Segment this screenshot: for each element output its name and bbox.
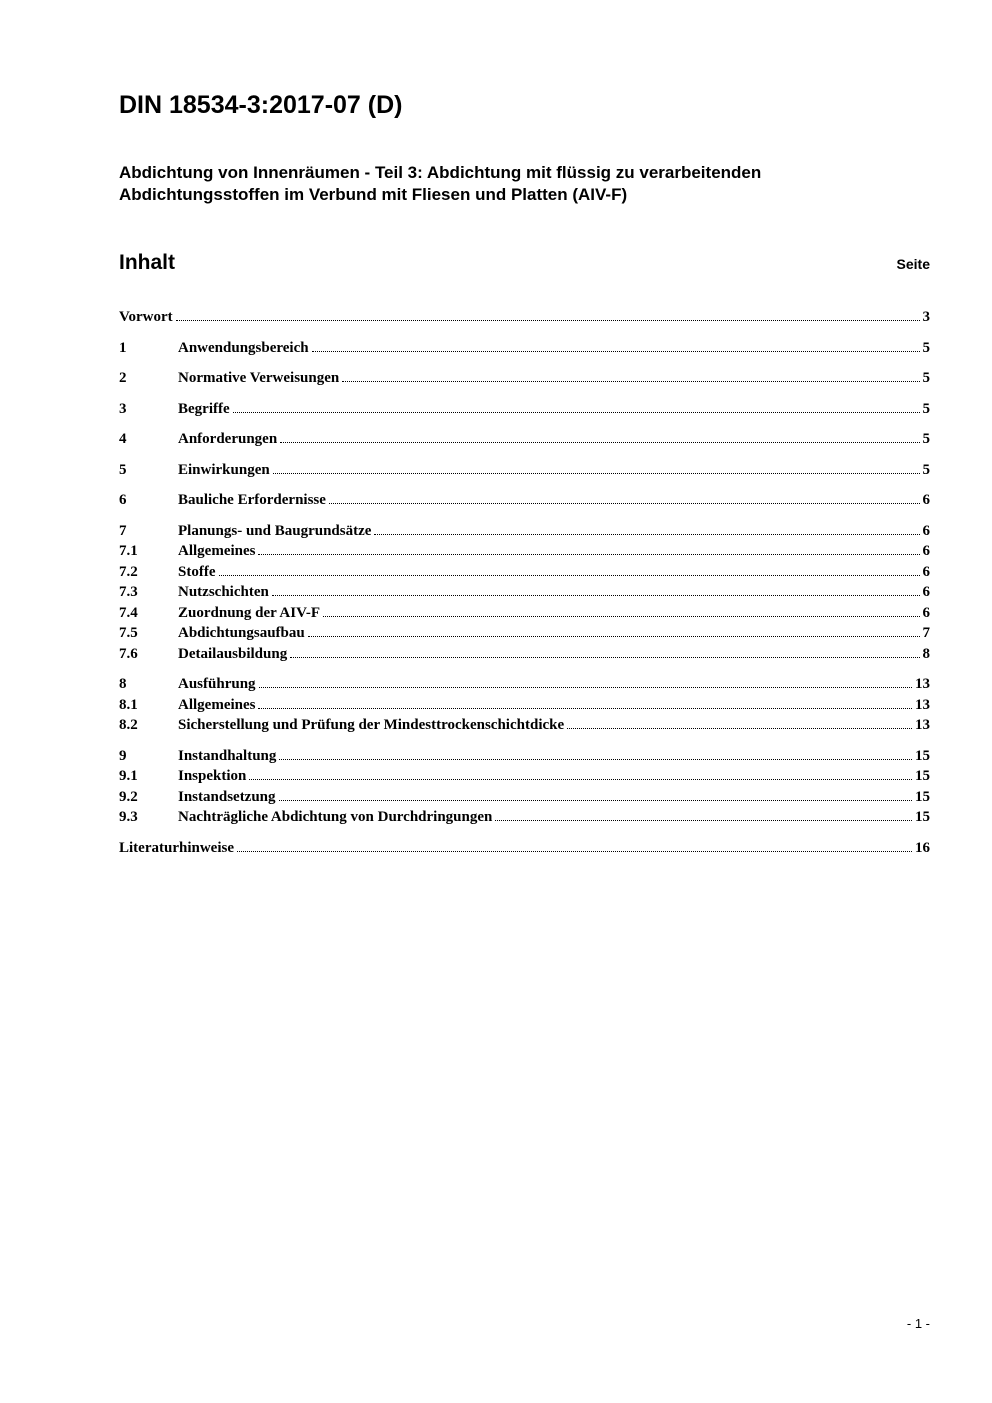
document-subtitle: Abdichtung von Innenräumen - Teil 3: Abdichtung mit flüssig zu verarbeitenden Abdichtungsstoffen im Verbund mit Fliesen und Platten (AIV-F) (119, 162, 762, 205)
toc-entry-title: Instandsetzung (178, 788, 276, 805)
toc-entry-number: 5 (119, 461, 127, 478)
toc-page-column-label: Seite (896, 256, 930, 273)
toc-entry-page: 6 (922, 522, 930, 539)
toc-entry (119, 766, 930, 787)
toc-leader-dots (329, 503, 920, 504)
toc-entry (119, 746, 930, 767)
toc-entry-number: 2 (119, 370, 127, 387)
toc-leader-dots (374, 534, 919, 535)
toc-entry-page: 6 (922, 563, 930, 580)
toc-entry (119, 674, 930, 695)
toc-leader-dots (312, 351, 920, 352)
toc-entry-title: Inspektion (178, 768, 247, 785)
toc-entry-title: Sicherstellung und Prüfung der Mindesttrockenschichtdicke (178, 717, 565, 734)
toc-entry-title: Ausführung (178, 676, 256, 693)
toc-entry-page: 3 (922, 309, 930, 326)
toc-entry-number: 8.1 (119, 696, 138, 713)
toc-entry-title: Zuordnung der AIV-F (178, 604, 320, 621)
toc-leader-dots (290, 657, 919, 658)
toc-entry-number: 7.6 (119, 645, 138, 662)
toc-entry-page: 15 (915, 809, 930, 826)
toc-entry-page: 13 (915, 696, 930, 713)
toc-leader-dots (249, 779, 912, 780)
toc-entry-title: Allgemeines (178, 696, 256, 713)
toc-entry-page: 8 (922, 645, 930, 662)
toc-entry (119, 562, 930, 583)
toc-entry-page: 16 (915, 839, 930, 856)
toc-leader-dots (323, 616, 920, 617)
toc-leader-dots (233, 412, 920, 413)
toc-entry-number: 3 (119, 400, 127, 417)
toc-entry-page: 6 (922, 492, 930, 509)
toc-entry (119, 644, 930, 665)
toc-entry (119, 807, 930, 828)
toc-entry-title: Stoffe (178, 563, 216, 580)
toc-entry-title: Nutzschichten (178, 584, 269, 601)
toc-entry-page: 6 (922, 584, 930, 601)
toc-header (119, 251, 930, 275)
toc-leader-dots (308, 636, 920, 637)
toc-entry-title: Vorwort (119, 309, 173, 326)
toc-entry-page: 5 (922, 431, 930, 448)
toc-entry-title: Einwirkungen (178, 461, 270, 478)
toc-entry-number: 8 (119, 676, 127, 693)
toc-entry-number: 4 (119, 431, 127, 448)
toc-entry-number: 1 (119, 339, 127, 356)
toc-entry-page: 5 (922, 461, 930, 478)
toc-leader-dots (273, 473, 920, 474)
toc-entry-number: 9 (119, 747, 127, 764)
toc-entry (119, 715, 930, 736)
toc-entry-title: Normative Verweisungen (178, 370, 340, 387)
toc-entry-number: 9.1 (119, 768, 138, 785)
toc-leader-dots (259, 687, 912, 688)
toc-leader-dots (280, 442, 919, 443)
toc-entry-page: 13 (915, 676, 930, 693)
toc-entry-number: 7.5 (119, 625, 138, 642)
toc-entry (119, 582, 930, 603)
toc-leader-dots (176, 320, 920, 321)
toc-entry (119, 307, 930, 328)
toc-entry (119, 623, 930, 644)
toc-entry-title: Literaturhinweise (119, 839, 234, 856)
toc-entry-title: Anwendungsbereich (178, 339, 309, 356)
toc-entry-number: 8.2 (119, 717, 138, 734)
toc-leader-dots (279, 759, 912, 760)
footer-page-number: - 1 - (906, 1316, 930, 1331)
toc-entry-number: 6 (119, 492, 127, 509)
toc-entry-title: Begriffe (178, 400, 230, 417)
toc-entry-page: 13 (915, 717, 930, 734)
toc-entry-title: Bauliche Erfordernisse (178, 492, 326, 509)
toc-entry-title: Planungs- und Baugrundsätze (178, 522, 372, 539)
toc-entry-page: 15 (915, 747, 930, 764)
toc-entry-number: 7.1 (119, 543, 138, 560)
toc-entry-title: Instandhaltung (178, 747, 277, 764)
toc-entry-page: 6 (922, 604, 930, 621)
toc-leader-dots (342, 381, 919, 382)
toc-entry-page: 15 (915, 768, 930, 785)
toc-entry-title: Allgemeines (178, 543, 256, 560)
toc-leader-dots (219, 575, 920, 576)
toc-entry (119, 429, 930, 450)
toc-entry-page: 7 (922, 625, 930, 642)
toc-list (119, 307, 930, 858)
toc-entry-number: 9.3 (119, 809, 138, 826)
toc-entry (119, 695, 930, 716)
toc-heading: Inhalt (119, 251, 175, 275)
toc-entry (119, 460, 930, 481)
toc-entry (119, 603, 930, 624)
toc-entry (119, 521, 930, 542)
toc-leader-dots (279, 800, 912, 801)
toc-entry-page: 6 (922, 543, 930, 560)
toc-entry-number: 7.2 (119, 563, 138, 580)
toc-entry (119, 838, 930, 859)
toc-entry-title: Abdichtungsaufbau (178, 625, 305, 642)
toc-entry-number: 7 (119, 522, 127, 539)
toc-leader-dots (258, 708, 912, 709)
toc-leader-dots (258, 554, 919, 555)
toc-entry-page: 15 (915, 788, 930, 805)
toc-entry (119, 338, 930, 359)
toc-entry-number: 7.3 (119, 584, 138, 601)
toc-entry-title: Nachträgliche Abdichtung von Durchdringungen (178, 809, 493, 826)
toc-leader-dots (272, 595, 920, 596)
toc-leader-dots (495, 820, 912, 821)
toc-entry-title: Anforderungen (178, 431, 278, 448)
toc-entry (119, 787, 930, 808)
toc-leader-dots (237, 851, 912, 852)
toc-entry-number: 9.2 (119, 788, 138, 805)
toc-entry (119, 368, 930, 389)
toc-entry (119, 399, 930, 420)
toc-entry-page: 5 (922, 400, 930, 417)
toc-entry (119, 541, 930, 562)
toc-entry (119, 490, 930, 511)
toc-entry-page: 5 (922, 370, 930, 387)
toc-leader-dots (567, 728, 912, 729)
toc-entry-page: 5 (922, 339, 930, 356)
toc-entry-title: Detailausbildung (178, 645, 288, 662)
toc-entry-number: 7.4 (119, 604, 138, 621)
document-title: DIN 18534-3:2017-07 (D) (119, 91, 403, 119)
